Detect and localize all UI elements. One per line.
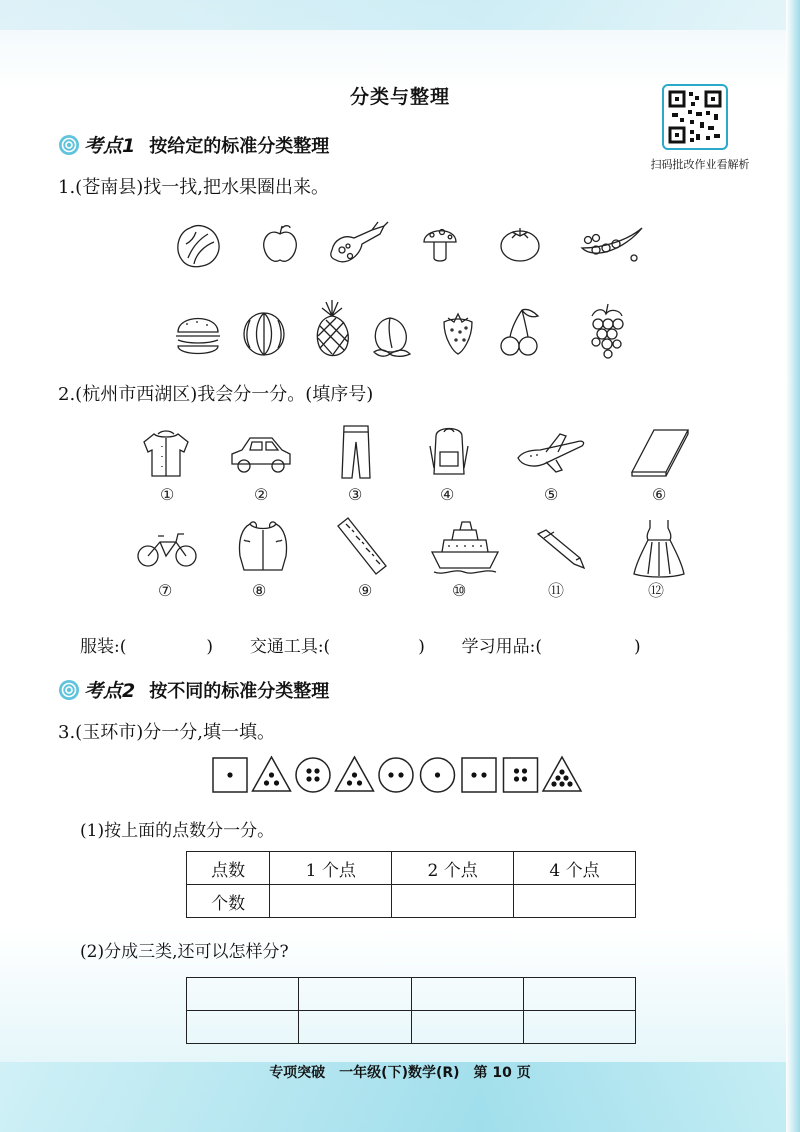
- item-num: ⑪: [548, 581, 565, 600]
- qr-caption: 扫码批改作业看解析: [650, 158, 750, 171]
- triangle-shape[interactable]: [543, 757, 581, 791]
- trousers-icon: [342, 426, 370, 478]
- dot: [514, 768, 519, 773]
- q2-row2: [120, 514, 720, 610]
- item-num: ②: [254, 485, 269, 504]
- dot: [314, 768, 319, 773]
- item-num: ①: [160, 485, 175, 504]
- table2-cell[interactable]: [299, 1011, 411, 1044]
- item-num: ⑩: [452, 581, 467, 600]
- backpack-icon: [430, 429, 468, 475]
- grapes-icon[interactable]: [592, 304, 623, 358]
- lettuce-icon[interactable]: [178, 226, 219, 267]
- dot: [306, 776, 311, 781]
- cherry-icon[interactable]: [501, 309, 538, 355]
- fill-transport-label: 交通工具:(: [249, 637, 331, 657]
- item-3[interactable]: [342, 426, 370, 504]
- tomato-icon[interactable]: [501, 228, 539, 261]
- q2-fill-line: [80, 632, 641, 657]
- dot: [274, 780, 279, 785]
- q1-text: 1.(苍南县)找一找,把水果圈出来。: [58, 177, 329, 198]
- triangle-shape[interactable]: [253, 757, 291, 791]
- fill-study-label: 学习用品:(: [461, 637, 543, 657]
- q3-part1: (1)按上面的点数分一分。: [80, 821, 275, 841]
- fill-clothing-label: 服装:(: [80, 637, 127, 657]
- circle-shape[interactable]: [296, 758, 330, 792]
- table2-cell[interactable]: [187, 978, 299, 1011]
- q2-text: 2.(杭州市西湖区)我会分一分。(填序号): [58, 384, 374, 405]
- dot: [264, 780, 269, 785]
- item-num: ⑧: [252, 581, 267, 600]
- q2-row1: [120, 420, 720, 512]
- pen-icon: [538, 530, 584, 568]
- table2-cell[interactable]: [299, 978, 411, 1011]
- dot: [398, 772, 403, 777]
- q3-part2: (2)分成三类,还可以怎样分?: [80, 942, 289, 962]
- qr-pattern-icon: [664, 86, 726, 148]
- dot: [471, 772, 476, 777]
- triangle-shape[interactable]: [336, 757, 374, 791]
- watermelon-icon[interactable]: [244, 313, 284, 355]
- section1-heading: [58, 131, 329, 161]
- table1-header-cell: 4 个点: [514, 852, 636, 885]
- dot: [559, 781, 564, 786]
- table1-answer-cell[interactable]: [392, 885, 514, 918]
- airplane-icon: [518, 434, 584, 472]
- table2-cell[interactable]: [411, 978, 523, 1011]
- circle-shape[interactable]: [421, 758, 455, 792]
- item-num: ⑦: [158, 581, 173, 600]
- hamburger-icon[interactable]: [176, 319, 220, 354]
- item-5[interactable]: [518, 434, 584, 504]
- q3-text: 3.(玉环市)分一分,填一填。: [58, 722, 275, 743]
- close-paren: ): [206, 637, 214, 657]
- book-icon: [632, 430, 688, 476]
- item-8[interactable]: [239, 522, 286, 600]
- table2-cell[interactable]: [187, 1011, 299, 1044]
- dot: [481, 772, 486, 777]
- section1-label: 考点1: [84, 135, 136, 157]
- item-12[interactable]: [634, 520, 684, 600]
- dot: [435, 772, 440, 777]
- table1-header-cell: 点数: [187, 852, 270, 885]
- dot: [563, 775, 568, 780]
- item-num: ⑫: [648, 581, 665, 600]
- close-paren: ): [418, 637, 425, 657]
- dot: [514, 776, 519, 781]
- item-9[interactable]: [338, 518, 386, 600]
- qr-code[interactable]: [662, 84, 728, 150]
- section2-label: 考点2: [84, 680, 136, 702]
- item-2[interactable]: [232, 438, 290, 504]
- item-num: ⑤: [544, 485, 559, 504]
- q1-row1: [160, 212, 660, 272]
- pea-pod-icon[interactable]: [582, 228, 642, 261]
- dot: [269, 772, 274, 777]
- top-decoration: [0, 0, 800, 30]
- section1-title: 按给定的标准分类整理: [149, 136, 330, 157]
- dot: [559, 769, 564, 774]
- dot: [555, 775, 560, 780]
- q3-table2: [186, 977, 636, 1044]
- dot: [357, 780, 362, 785]
- q3-shapes-row: [210, 754, 600, 796]
- dot: [388, 772, 393, 777]
- item-num: ⑥: [652, 485, 667, 504]
- dot: [567, 781, 572, 786]
- dot: [551, 781, 556, 786]
- mushroom-icon[interactable]: [424, 230, 456, 262]
- strawberry-icon[interactable]: [444, 314, 472, 354]
- dot: [522, 768, 527, 773]
- table2-cell[interactable]: [523, 978, 635, 1011]
- table1-header-cell: 1 个点: [270, 852, 392, 885]
- q3-table1: [186, 851, 636, 918]
- coat-icon: [239, 522, 286, 570]
- page-edge: [786, 0, 800, 1132]
- table2-cell[interactable]: [411, 1011, 523, 1044]
- item-num: ④: [440, 485, 455, 504]
- square-shape[interactable]: [462, 758, 496, 792]
- item-7[interactable]: [138, 534, 196, 600]
- section2-heading: [58, 676, 329, 706]
- lotus-root-icon[interactable]: [331, 222, 388, 262]
- item-1[interactable]: [144, 431, 188, 504]
- table1-header-cell: 2 个点: [392, 852, 514, 885]
- target-icon: [58, 134, 80, 161]
- circle-shape[interactable]: [379, 758, 413, 792]
- apple-icon[interactable]: [264, 226, 297, 262]
- close-paren: ): [634, 637, 641, 657]
- target-icon: [58, 679, 80, 706]
- section2-title: 按不同的标准分类整理: [149, 681, 330, 702]
- page-title: 分类与整理: [349, 86, 450, 108]
- item-10[interactable]: [432, 522, 498, 600]
- dot: [314, 776, 319, 781]
- car-icon: [232, 438, 290, 472]
- dot: [522, 776, 527, 781]
- bicycle-icon: [138, 534, 196, 566]
- table1-answer-cell[interactable]: [514, 885, 636, 918]
- table1-row-label: 个数: [187, 885, 270, 918]
- pineapple-icon[interactable]: [317, 300, 348, 356]
- dress-icon: [634, 520, 684, 577]
- square-shape[interactable]: [213, 758, 247, 792]
- q1-row2: [160, 300, 660, 364]
- dot: [352, 772, 357, 777]
- dot: [347, 780, 352, 785]
- table2-cell[interactable]: [523, 1011, 635, 1044]
- dot: [227, 772, 232, 777]
- ruler-icon: [338, 518, 386, 574]
- item-num: ⑨: [358, 581, 373, 600]
- page-footer: 专项突破 一年级(下)数学(R) 第 10 页: [269, 1065, 531, 1081]
- table1-answer-cell[interactable]: [270, 885, 392, 918]
- ship-icon: [432, 522, 498, 573]
- shirt-icon: [144, 431, 188, 476]
- item-num: ③: [348, 485, 363, 504]
- peach-icon[interactable]: [374, 318, 410, 356]
- dot: [306, 768, 311, 773]
- item-6[interactable]: [632, 430, 688, 504]
- square-shape[interactable]: [504, 758, 538, 792]
- item-4[interactable]: [430, 429, 468, 505]
- item-11[interactable]: [538, 530, 584, 600]
